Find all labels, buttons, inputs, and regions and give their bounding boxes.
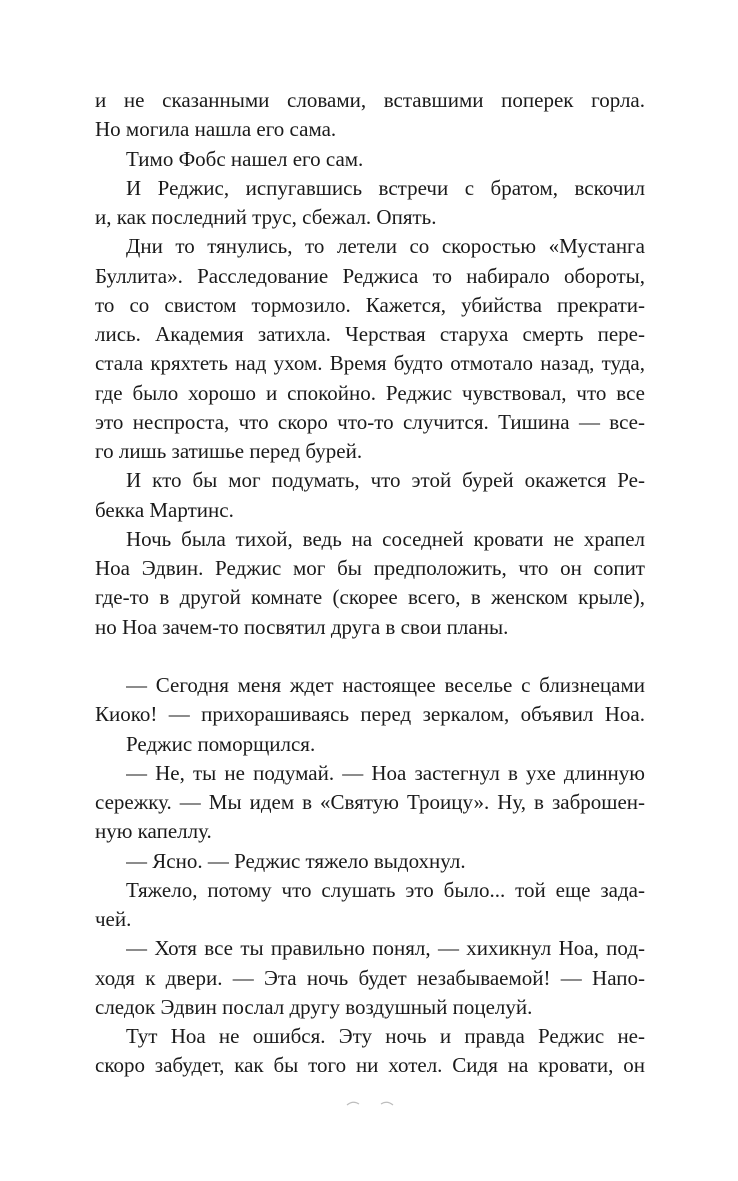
- text-line: где было хорошо и спокойно. Реджис чувствовал, что все: [95, 381, 645, 405]
- text-line: Тут Ноа не ошибся. Эту ночь и правда Реджис не-: [126, 1024, 645, 1048]
- text-line: но Ноа зачем-то посвятил друга в свои планы.: [95, 615, 509, 639]
- text-line: Киоко! — прихорашиваясь перед зеркалом, объявил Ноа.: [95, 702, 645, 726]
- text-line: чей.: [95, 907, 132, 931]
- text-line: Но могила нашла его сама.: [95, 117, 337, 141]
- text-line: — Хотя все ты правильно понял, — хихикнул Ноа, под-: [126, 936, 645, 960]
- text-line: Реджис поморщился.: [126, 732, 316, 756]
- text-line: И кто бы мог подумать, что этой бурей окажется Ре-: [126, 468, 645, 492]
- text-line: — Ясно. — Реджис тяжело выдохнул.: [126, 849, 466, 873]
- text-line: Тимо Фобс нашел его сам.: [126, 147, 364, 171]
- text-line: это неспроста, что скоро что-то случится. Тишина — все-: [95, 410, 645, 434]
- text-line: лись. Академия затихла. Черствая старуха смерть пере-: [95, 322, 645, 346]
- text-line: сережку. — Мы идем в «Святую Троицу». Ну, в заброшен-: [95, 790, 645, 814]
- page-ornament-icon: [335, 1097, 405, 1111]
- text-line: го лишь затишье перед бурей.: [95, 439, 363, 463]
- text-line: и, как последний трус, сбежал. Опять.: [95, 205, 437, 229]
- text-line: И Реджис, испугавшись встречи с братом, вскочил: [126, 176, 645, 200]
- text-line: бекка Мартинс.: [95, 498, 234, 522]
- text-line: скоро забудет, как бы того ни хотел. Сидя на кровати, он: [95, 1053, 645, 1077]
- text-line: Ноа Эдвин. Реджис мог бы предположить, что он сопит: [95, 556, 645, 580]
- text-line: и не сказанными словами, вставшими поперек горла.: [95, 88, 645, 112]
- text-line: Буллита». Расследование Реджиса то набирало обороты,: [95, 264, 645, 288]
- text-line: Дни то тянулись, то летели со скоростью «Мустанга: [126, 234, 645, 258]
- text-line: где-то в другой комнате (скорее всего, в женском крыле),: [95, 585, 645, 609]
- text-line: — Сегодня меня ждет настоящее веселье с близнецами: [126, 673, 645, 697]
- text-line: следок Эдвин послал другу воздушный поцелуй.: [95, 995, 533, 1019]
- text-line: Тяжело, потому что слушать это было... той еще зада-: [126, 878, 645, 902]
- text-line: — Не, ты не подумай. — Ноа застегнул в ухе длинную: [126, 761, 645, 785]
- text-line: ходя к двери. — Эта ночь будет незабываемой! — Напо-: [95, 966, 645, 990]
- text-line: то со свистом тормозило. Кажется, убийства прекрати-: [95, 293, 645, 317]
- text-line: Ночь была тихой, ведь на соседней кровати не храпел: [126, 527, 645, 551]
- text-line: стала кряхтеть над ухом. Время будто отмотало назад, туда,: [95, 351, 645, 375]
- text-line: ную капеллу.: [95, 819, 212, 843]
